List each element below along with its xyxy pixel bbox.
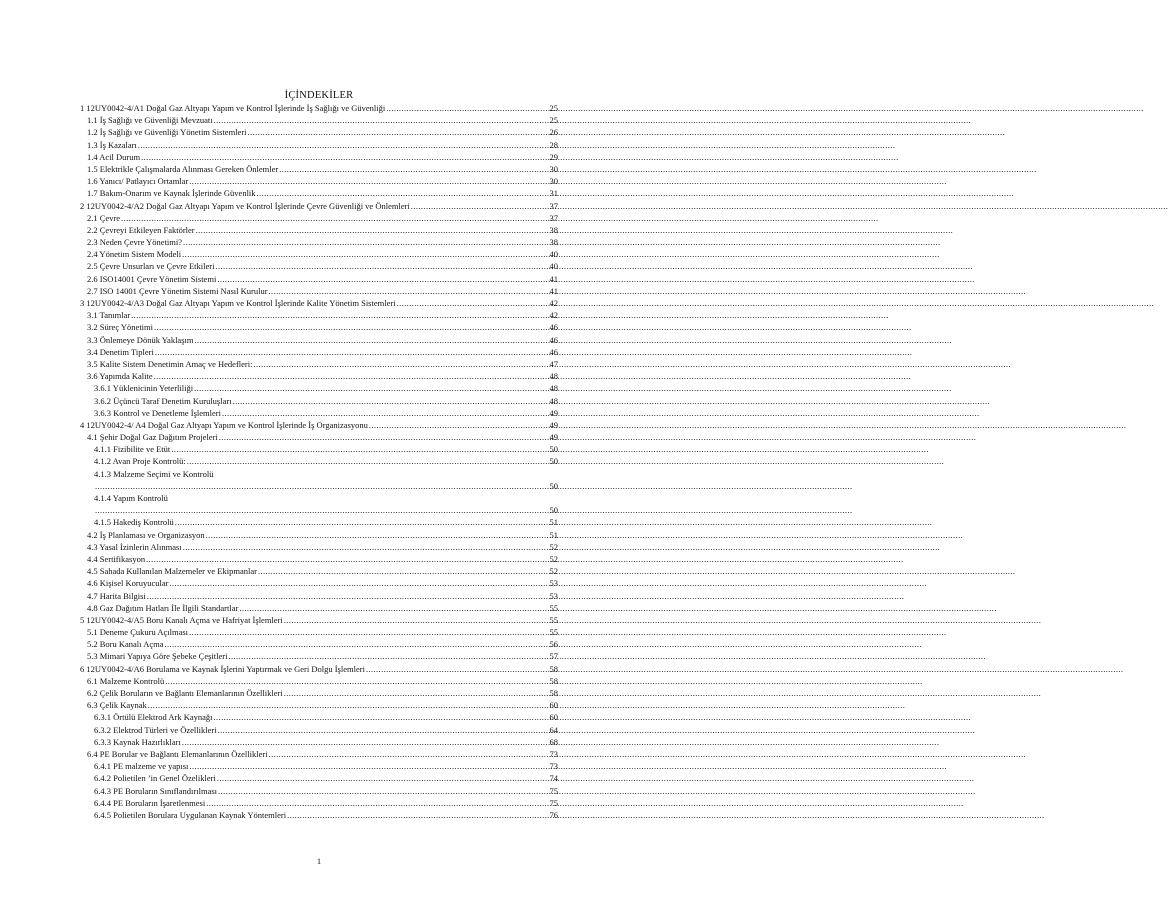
toc-entry-title: 6.2 Çelik Boruların ve Bağlantı Elemanlarının Özellikleri [87, 688, 283, 698]
dot-leader [146, 590, 550, 602]
toc-entry[interactable] [80, 797, 558, 809]
dot-leader [385, 102, 549, 114]
dot-leader [193, 382, 549, 394]
toc-entry-page: 55 [549, 602, 558, 613]
toc-entry-page: 60 [549, 712, 558, 723]
toc-entry[interactable] [80, 614, 558, 626]
toc-entry-page: 46 [549, 322, 558, 333]
dot-leader [188, 626, 549, 638]
toc-entry-page: 58 [549, 663, 558, 674]
dot-leader [221, 407, 550, 419]
toc-entry-title: 3.1 Tanımlar [87, 310, 131, 321]
toc-entry-page: 28 [549, 139, 558, 150]
toc-entry-page: 76 [549, 809, 558, 820]
toc-entry[interactable] [80, 212, 558, 224]
toc-entry[interactable] [80, 541, 558, 553]
toc-entry-title: 2.3 Neden Çevre Yönetimi? [87, 237, 183, 248]
dot-leader [257, 565, 550, 577]
toc-entry[interactable] [80, 724, 558, 736]
toc-entry-page: 57 [549, 651, 558, 662]
dot-leader [217, 785, 549, 797]
dot-leader [94, 504, 550, 516]
toc-entry-title: 1.2 İş Sağlığı ve Güvenliği Yönetim Sistemleri [87, 127, 247, 138]
toc-entry-page: 40 [549, 249, 558, 260]
toc-entry-page: 49 [549, 419, 558, 430]
toc-entry-title: 1.3 İş Kazaları [87, 139, 137, 150]
toc-entry[interactable] [80, 504, 558, 516]
dot-leader [137, 139, 550, 151]
toc-entry[interactable] [80, 529, 558, 541]
dot-leader [268, 285, 550, 297]
toc-entry-page: 74 [549, 773, 558, 784]
toc-entry-page: 53 [549, 578, 558, 589]
toc-entry-page: 73 [549, 761, 558, 772]
toc-entry-title: 5.2 Boru Kanalı Açma [87, 639, 164, 650]
toc-entry[interactable] [80, 687, 558, 699]
toc-entry-page: 49 [549, 432, 558, 443]
toc-entry-title: 2.5 Çevre Unsurları ve Çevre Etkileri [87, 261, 215, 272]
toc-entry[interactable] [80, 419, 558, 431]
toc-entry[interactable] [80, 748, 558, 760]
toc-entry-title: 6.4.3 PE Boruların Sınıflandırılması [94, 785, 218, 796]
toc-entry-title: 6.3.3 Kaynak Hazırlıkları [94, 736, 181, 747]
dot-leader [181, 248, 549, 260]
toc-entry-title: 4.7 Harita Bilgisi [87, 590, 146, 601]
dot-leader [154, 346, 550, 358]
toc-entry-title: 4.1.3 Malzeme Seçimi ve Kontrolü [94, 468, 214, 479]
toc-entry[interactable] [80, 139, 558, 151]
toc-entry-page: 47 [549, 358, 558, 369]
toc-entry-page: 60 [549, 700, 558, 711]
toc-entry-page: 37 [549, 212, 558, 223]
toc-entry-page: 38 [549, 224, 558, 235]
toc-entry-page: 68 [549, 736, 558, 747]
toc-entry[interactable] [80, 809, 558, 821]
dot-leader [247, 126, 550, 138]
toc-entry-page: 38 [549, 237, 558, 248]
toc-entry-title: 3 12UY0042-4/A3 Doğal Gaz Altyapı Yapım ve Kontrol İşlerinde Kalite Yönetim Sistemleri [80, 298, 396, 308]
toc-entry-title: 1.4 Acil Durum [87, 151, 141, 162]
toc-entry-page: 41 [549, 285, 558, 296]
toc-entry[interactable] [80, 516, 558, 528]
toc-entry[interactable] [80, 285, 558, 297]
toc-entry-title: 6.4 PE Borular ve Bağlantı Elemanlarının Özellikleri [87, 748, 268, 759]
toc-entry[interactable] [80, 577, 558, 589]
dot-leader [278, 163, 549, 175]
dot-leader [216, 772, 550, 784]
toc-entry[interactable] [80, 321, 558, 333]
toc-entry-page: 51 [549, 517, 558, 528]
toc-entry-page: 56 [549, 639, 558, 650]
dot-leader [410, 200, 550, 212]
dot-leader [286, 809, 549, 821]
toc-entry[interactable] [80, 187, 558, 199]
toc-entry[interactable] [80, 492, 558, 504]
toc-entry-page: 75 [549, 785, 558, 796]
toc-entry-title: 4.3 Yasal İzinlerin Alınması [87, 541, 182, 552]
toc-entry-title: 3.2 Süreç Yönetimi [87, 322, 154, 333]
toc-entry-title: 5.3 Mimari Yapıya Göre Şebeke Çeşitleri [87, 651, 228, 662]
dot-leader [193, 334, 549, 346]
toc-entry-title: 3.4 Denetim Tipleri [87, 346, 154, 357]
dot-leader [216, 273, 549, 285]
toc-entry-title: 3.5 Kalite Sistem Denetimin Amaç ve Hedefleri: [87, 358, 253, 369]
toc-entry-title: 6.1 Malzeme Kontrolü [87, 675, 165, 686]
toc-entry-page: 25 [549, 115, 558, 126]
toc-entry-title: 4.1.1 Fizibilite ve Etüt [94, 444, 171, 455]
toc-entry-page: 55 [549, 627, 558, 638]
toc-entry-page: 29 [549, 151, 558, 162]
toc-entry-title: 3.3 Önlemeye Dönük Yaklaşım [87, 334, 194, 345]
dot-leader [217, 724, 550, 736]
toc-entry-page: 51 [549, 529, 558, 540]
toc-entry-title: 2.1 Çevre [87, 212, 121, 223]
toc-entry[interactable] [80, 638, 558, 650]
toc-entry-title: 6.4.1 PE malzeme ve yapısı [94, 761, 189, 772]
toc-entry-page: 50 [549, 444, 558, 455]
toc-entry-page: 46 [549, 334, 558, 345]
toc-entry-page: 50 [549, 456, 558, 467]
dot-leader [214, 260, 549, 272]
toc-entry-title: 4.1.5 Hakediş Kontrolü [94, 517, 174, 528]
dot-leader [213, 114, 550, 126]
toc-entry-title: 2.2 Çevreyi Etkileyen Faktörler [87, 224, 195, 235]
toc-entry-page: 40 [549, 261, 558, 272]
dot-leader [170, 443, 549, 455]
dot-leader [174, 516, 550, 528]
toc-entry[interactable] [80, 102, 558, 114]
toc-entry-title: 1.1 İş Sağlığı ve Güvenliği Mevzuatı [87, 115, 213, 126]
toc-entry[interactable] [80, 151, 558, 163]
dot-leader [283, 687, 550, 699]
toc-entry-title: 6.4.4 PE Boruların İşaretlenmesi [94, 797, 206, 808]
toc-entry-page: 50 [549, 480, 558, 491]
dot-leader [94, 480, 550, 492]
toc-entry-title: 5.1 Deneme Çukuru Açılması [87, 627, 189, 638]
toc-entry-page: 52 [549, 541, 558, 552]
toc-entry-page: 52 [549, 553, 558, 564]
dot-leader [182, 236, 549, 248]
toc-entry[interactable] [80, 175, 558, 187]
toc-entry[interactable] [80, 297, 558, 309]
toc-entry-page: 58 [549, 675, 558, 686]
toc-entry[interactable] [80, 114, 558, 126]
dot-leader [163, 638, 549, 650]
toc-entry-title: 4.2 İş Planlaması ve Organizasyon [87, 529, 205, 540]
toc-entry-page: 58 [549, 688, 558, 698]
dot-leader [213, 711, 550, 723]
dot-leader [181, 736, 550, 748]
toc-entry-title: 5 12UY0042-4/A5 Boru Kanalı Açma ve Hafriyat İşlemleri [80, 614, 283, 625]
toc-entry-title: 6.4.2 Polietilen ’in Genel Özelikleri [94, 773, 216, 784]
dot-leader [182, 541, 550, 553]
dot-leader [147, 699, 550, 711]
dot-leader [252, 358, 549, 370]
toc-entry[interactable] [80, 590, 558, 602]
toc-entry[interactable] [80, 785, 558, 797]
toc-entry[interactable] [80, 358, 558, 370]
toc-entry[interactable] [80, 382, 558, 394]
dot-leader [218, 431, 550, 443]
dot-leader [153, 321, 549, 333]
toc-entry[interactable] [80, 309, 558, 321]
toc-entry[interactable] [80, 370, 558, 382]
dot-leader [168, 577, 549, 589]
toc-entry-page: 46 [549, 346, 558, 357]
toc-entry[interactable] [80, 248, 558, 260]
toc-entry-page: 37 [549, 200, 558, 211]
toc-entry[interactable] [80, 711, 558, 723]
toc-entry[interactable] [80, 480, 558, 492]
toc-entry-title: 3.6 Yapımda Kalite [87, 371, 153, 382]
toc-entry[interactable] [80, 663, 558, 675]
dot-leader [268, 748, 550, 760]
dot-leader [205, 797, 549, 809]
toc-entry-page: 30 [549, 163, 558, 174]
toc-entry-page: 52 [549, 566, 558, 577]
dot-leader [186, 455, 550, 467]
toc-entry-title: 4.4 Sertifikasyon [87, 553, 146, 564]
toc-entry-page: 26 [549, 127, 558, 138]
dot-leader [145, 553, 549, 565]
dot-leader [153, 370, 550, 382]
toc-title: İÇİNDEKİLER [284, 90, 354, 101]
toc-entry[interactable] [80, 163, 558, 175]
toc-entry[interactable] [80, 772, 558, 784]
toc-entry-title: 1.5 Elektrikle Çalışmalarda Alınması Gereken Önlemler [87, 163, 279, 174]
toc-entry-page: 49 [549, 407, 558, 418]
dot-leader [227, 650, 549, 662]
page-number: 1 [316, 856, 322, 866]
dot-leader [130, 309, 549, 321]
dot-leader [256, 187, 550, 199]
toc-entry[interactable] [80, 431, 558, 443]
toc-entry-title: 1 12UY0042-4/A1 Doğal Gaz Altyapı Yapım ve Kontrol İşlerinde İş Sağlığı ve Güvenliği [80, 103, 386, 113]
dot-leader [368, 419, 550, 431]
dot-leader [396, 297, 550, 309]
dot-leader [140, 151, 549, 163]
dot-leader [232, 395, 550, 407]
toc-entry-page: 41 [549, 273, 558, 284]
toc-entry[interactable] [80, 553, 558, 565]
toc-entry-title: 2.6 ISO14001 Çevre Yönetim Sistemi [87, 273, 217, 284]
toc-entry-page: 53 [549, 590, 558, 601]
toc-entry-page: 48 [549, 395, 558, 406]
toc-entry[interactable] [80, 260, 558, 272]
toc-entry[interactable] [80, 443, 558, 455]
toc-entry[interactable] [80, 126, 558, 138]
toc-entry-title: 3.6.2 Üçüncü Taraf Denetim Kuruluşları [94, 395, 232, 406]
toc-entry[interactable] [80, 236, 558, 248]
dot-leader [120, 212, 549, 224]
toc-entry[interactable] [80, 675, 558, 687]
toc-entry[interactable] [80, 626, 558, 638]
toc-entry-page: 48 [549, 371, 558, 382]
toc-entry-title: 1.6 Yanıcı/ Patlayıcı Ortamlar [87, 176, 189, 187]
toc-entry-title: 4.1.2 Avan Proje Kontrolü: [94, 456, 186, 467]
toc-entry-title: 4.8 Gaz Dağıtım Hatları İle İlgili Standartlar [87, 602, 239, 613]
toc-entry-page: 42 [549, 310, 558, 321]
toc-entry-page: 31 [549, 188, 558, 199]
toc-entry[interactable] [80, 334, 558, 346]
toc-entry[interactable] [80, 468, 558, 480]
dot-leader [188, 175, 549, 187]
toc-entry-title: 6.3.2 Elektrod Türleri ve Özellikleri [94, 724, 217, 735]
dot-leader [365, 663, 550, 675]
toc-entry-title: 6.4.5 Polietilen Borulara Uygulanan Kaynak Yöntemleri [94, 809, 287, 820]
toc-entry-title: 1.7 Bakım-Onarım ve Kaynak İşlerinde Güvenlik [87, 188, 256, 199]
dot-leader [164, 675, 549, 687]
toc-entry[interactable] [80, 346, 558, 358]
toc-entry-title: 6.3 Çelik Kaynak [87, 700, 147, 711]
toc-entry-title: 4.1 Şehir Doğal Gaz Dağıtım Projeleri [87, 432, 218, 443]
toc-entry[interactable] [80, 273, 558, 285]
dot-leader [195, 224, 550, 236]
dot-leader [238, 602, 549, 614]
toc-entry-title: 6 12UY0042-4/A6 Borulama ve Kaynak İşlerini Yaptırmak ve Geri Dolgu İşlemleri [80, 663, 365, 674]
toc-entry-page: 50 [549, 505, 558, 516]
dot-leader [188, 760, 549, 772]
toc-entry-page: 73 [549, 748, 558, 759]
toc-entry-page: 30 [549, 176, 558, 187]
toc-entry[interactable] [80, 565, 558, 577]
dot-leader [205, 529, 550, 541]
toc-entry-page: 75 [549, 797, 558, 808]
toc-entry[interactable] [80, 699, 558, 711]
toc-entry-title: 2.7 ISO 14001 Çevre Yönetim Sistemi Nasıl Kurulur [87, 285, 268, 296]
toc-entry-title: 3.6.3 Kontrol ve Denetleme İşlemleri [94, 407, 221, 418]
toc-entry-title: 4.6 Kişisel Koruyucular [87, 578, 169, 589]
toc-entry[interactable] [80, 602, 558, 614]
toc-entry[interactable] [80, 224, 558, 236]
toc-entry[interactable] [80, 200, 558, 212]
table-of-contents [80, 102, 558, 821]
toc-entry[interactable] [80, 395, 558, 407]
toc-entry-title: 2.4 Yönetim Sistem Modeli [87, 249, 182, 260]
toc-entry-title: 4 12UY0042-4/ A4 Doğal Gaz Altyapı Yapım ve Kontrol İşlerinde İş Organizasyonu [80, 419, 368, 430]
toc-entry-title: 2 12UY0042-4/A2 Doğal Gaz Altyapı Yapım ve Kontrol İşlerinde Çevre Güvenliği ve Önlemleri [80, 200, 410, 211]
toc-entry-page: 64 [549, 724, 558, 735]
toc-entry[interactable] [80, 736, 558, 748]
toc-entry-title: 3.6.1 Yüklenicinin Yeterliliği [94, 383, 194, 394]
toc-entry[interactable] [80, 407, 558, 419]
toc-entry-title: 4.5 Sahada Kullanılan Malzemeler ve Ekipmanlar [87, 566, 257, 577]
toc-entry-title: 4.1.4 Yapım Kontrolü [94, 493, 168, 503]
toc-entry-page: 42 [549, 298, 558, 308]
toc-entry-page: 55 [549, 614, 558, 625]
toc-entry-title: 6.3.1 Örtülü Elektrod Ark Kaynağı [94, 712, 213, 723]
toc-entry-page: 48 [549, 383, 558, 394]
toc-entry[interactable] [80, 760, 558, 772]
toc-entry[interactable] [80, 455, 558, 467]
toc-entry[interactable] [80, 650, 558, 662]
dot-leader [283, 614, 550, 626]
toc-entry-page: 25 [549, 103, 558, 113]
